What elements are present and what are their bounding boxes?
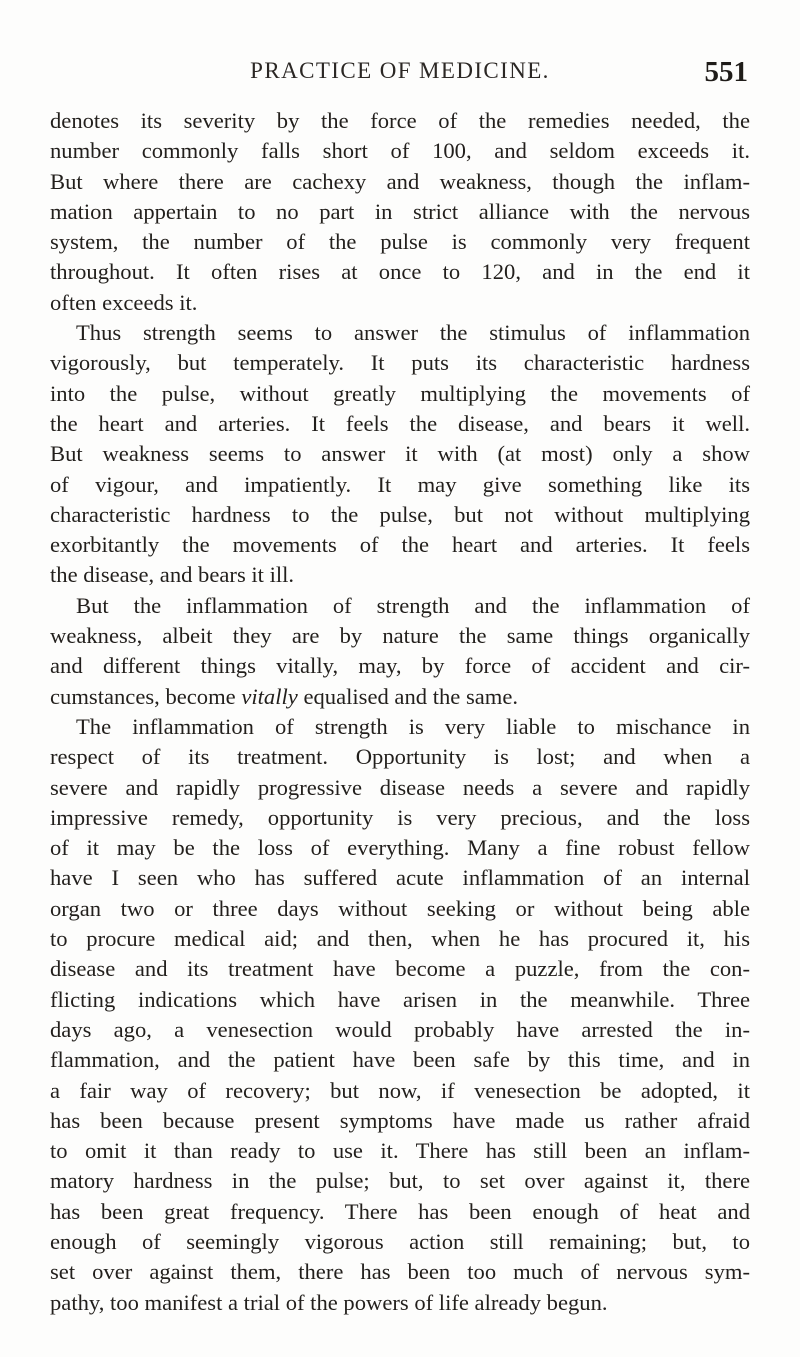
text-line: organ two or three days without seeking or without being able — [50, 895, 750, 921]
text-line: the heart and arteries. It feels the disease, and bears it well. — [50, 410, 750, 436]
paragraph-4 — [50, 712, 750, 1318]
text-line: have I seen who has suffered acute inflammation of an internal — [50, 865, 750, 891]
text-line: enough of seemingly vigorous action still remaining; but, to — [50, 1228, 750, 1254]
text-line: But where there are cachexy and weakness, though the inflam- — [50, 168, 750, 194]
text-line: Thus strength seems to answer the stimulus of inflammation — [76, 320, 750, 346]
text-line — [50, 682, 750, 712]
text-line: of vigour, and impatiently. It may give something like its — [50, 471, 750, 497]
text-line: weakness, albeit they are by nature the same things organically — [50, 623, 750, 649]
page-number: 551 — [704, 56, 748, 88]
paragraph-1 — [50, 106, 750, 318]
text-line: a fair way of recovery; but now, if venesection be adopted, it — [50, 1077, 750, 1103]
text-line: the disease, and bears it ill. — [50, 562, 295, 588]
text-line: impressive remedy, opportunity is very precious, and the loss — [50, 804, 750, 830]
text-line: number commonly falls short of 100, and seldom exceeds it. — [50, 138, 750, 164]
running-head-title: PRACTICE OF MEDICINE. — [250, 58, 550, 83]
italic-emphasis: vitally — [241, 683, 298, 709]
text-line: The inflammation of strength is very liable to mischance in — [76, 713, 750, 739]
text-line: But the inflammation of strength and the inflammation of — [76, 592, 750, 618]
text-line: has been great frequency. There has been enough of heat and — [50, 1198, 750, 1224]
text-line: mation appertain to no part in strict alliance with the nervous — [50, 198, 750, 224]
text-line: set over against them, there has been too much of nervous sym- — [50, 1259, 750, 1285]
text-line: severe and rapidly progressive disease needs a severe and rapidly — [50, 774, 750, 800]
text-line: pathy, too manifest a trial of the powers of life already begun. — [50, 1289, 608, 1315]
paragraph-2 — [50, 318, 750, 591]
text-line: to omit it than ready to use it. There has still been an inflam- — [50, 1138, 750, 1164]
body-text — [50, 106, 750, 1318]
text-line: vigorously, but temperately. It puts its characteristic hardness — [50, 350, 750, 376]
text-fragment: equalised and the same. — [297, 683, 519, 709]
text-line: of it may be the loss of everything. Many a fine robust fellow — [50, 835, 750, 861]
text-line: matory hardness in the pulse; but, to set over against it, there — [50, 1168, 750, 1194]
text-line: into the pulse, without greatly multiplying the movements of — [50, 380, 750, 406]
text-line: disease and its treatment have become a puzzle, from the con- — [50, 956, 750, 982]
text-line: flammation, and the patient have been safe by this time, and in — [50, 1047, 750, 1073]
text-line: characteristic hardness to the pulse, but not without multiplying — [50, 501, 750, 527]
text-fragment: cumstances, become — [50, 683, 242, 709]
text-line: But weakness seems to answer it with (at most) only a show — [50, 441, 750, 467]
text-line: days ago, a venesection would probably have arrested the in- — [50, 1016, 750, 1042]
text-line: respect of its treatment. Opportunity is lost; and when a — [50, 744, 750, 770]
text-line: and different things vitally, may, by force of accident and cir- — [50, 653, 750, 679]
text-line: system, the number of the pulse is commonly very frequent — [50, 229, 750, 255]
text-line: flicting indications which have arisen in the meanwhile. Three — [50, 986, 750, 1012]
text-line: denotes its severity by the force of the remedies needed, the — [50, 108, 750, 133]
paragraph-3 — [50, 591, 750, 712]
text-line: exorbitantly the movements of the heart and arteries. It feels — [50, 532, 750, 558]
text-line: often exceeds it. — [50, 289, 198, 315]
text-line: throughout. It often rises at once to 120, and in the end it — [50, 259, 750, 285]
running-head — [52, 58, 748, 98]
text-line: has been because present symptoms have made us rather afraid — [50, 1107, 750, 1133]
text-line: to procure medical aid; and then, when he has procured it, his — [50, 926, 750, 952]
